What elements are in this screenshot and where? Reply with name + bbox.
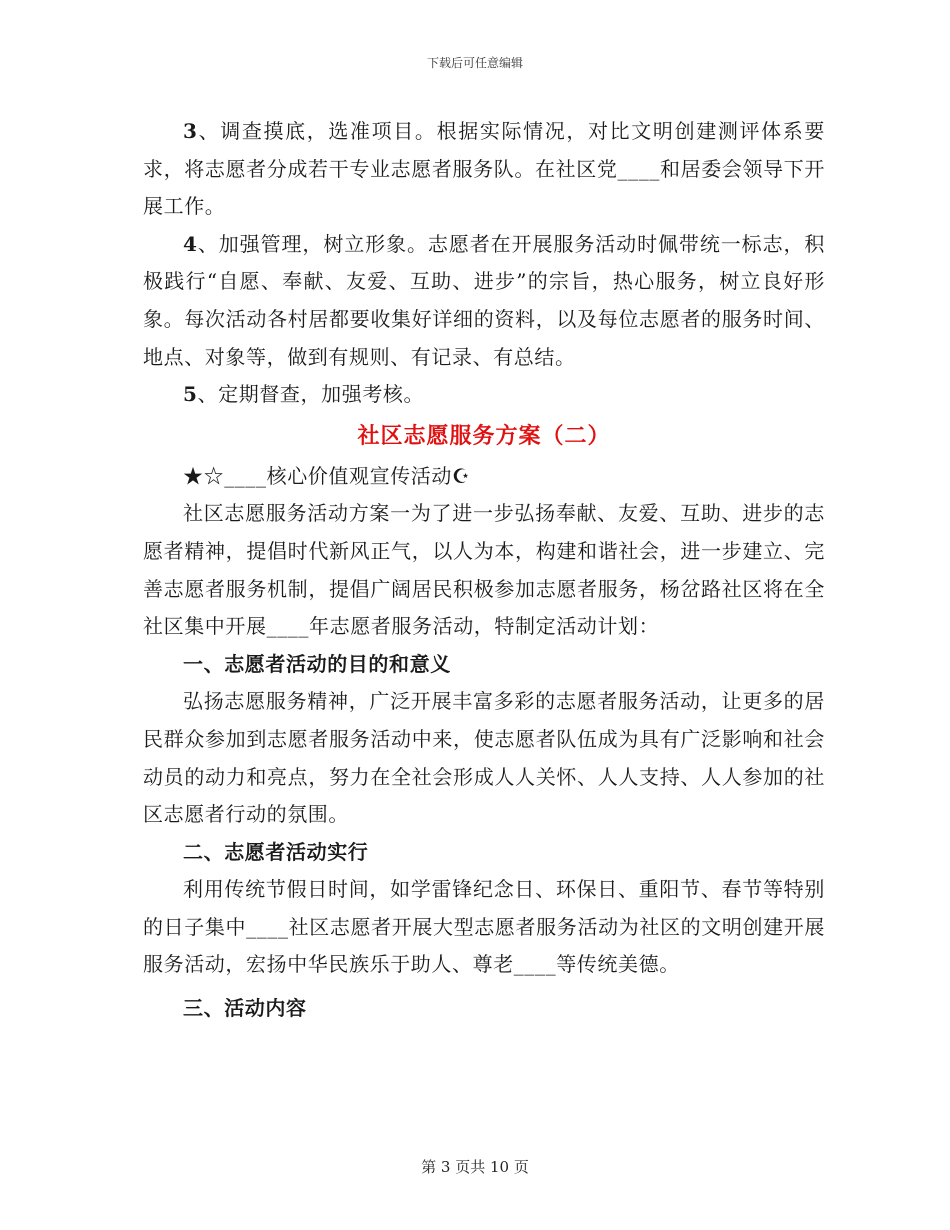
item-text: 、调查摸底，选准项目。根据实际情况，对比文明创建测评体系要求，将志愿者分成若干专业志愿者服务队。在社区党____和居委会领导下开展工作。 bbox=[143, 119, 825, 219]
page-header-note: 下载后可任意编辑 bbox=[426, 56, 523, 70]
paragraph-purpose: 弘扬志愿服务精神，广泛开展丰富多彩的志愿者服务活动，让更多的居民群众参加到志愿者服务活动中来，使志愿者队伍成为具有广泛影响和社会动员的动力和亮点，努力在全社会形成人人关怀、人人支持、人人参加的社区志愿者行动的氛围。 bbox=[143, 689, 825, 827]
item-number: 5 bbox=[183, 382, 198, 407]
item-text: 、定期督查，加强考核。 bbox=[197, 382, 425, 407]
list-item-5 bbox=[143, 376, 825, 414]
list-item-3 bbox=[143, 113, 825, 226]
section-title: 社区志愿服务方案（二） bbox=[357, 422, 611, 449]
heading-purpose: 一、志愿者活动的目的和意义 bbox=[183, 651, 451, 676]
list-item-4 bbox=[143, 226, 825, 376]
item-number: 3 bbox=[183, 119, 198, 143]
heading-content: 三、活动内容 bbox=[183, 996, 307, 1021]
heading-implementation: 二、志愿者活动实行 bbox=[183, 839, 369, 864]
item-text: 、加强管理，树立形象。志愿者在开展服务活动时佩带统一标志，积极践行“自愿、奉献、友爱、互助、进步”的宗旨，热心服务，树立良好形象。每次活动各村居都要收集好详细的资料，以及每位志愿者的服务时间、地点、对象等，做到有规则、有记录、有总结。 bbox=[143, 231, 825, 369]
paragraph-implementation: 利用传统节假日时间，如学雷锋纪念日、环保日、重阳节、春节等特别的日子集中____社区志愿者开展大型志愿者服务活动为社区的文明创建开展服务活动，宏扬中华民族乐于助人、尊老____等传统美德。 bbox=[143, 877, 825, 977]
document-body bbox=[143, 113, 825, 1028]
intro-paragraph: 社区志愿服务活动方案一为了进一步弘扬奉献、友爱、互助、进步的志愿者精神，提倡时代新风正气，以人为本，构建和谐社会，进一步建立、完善志愿者服务机制，提倡广阔居民积极参加志愿者服务，杨岔路社区将在全社区集中开展____年志愿者服务活动，特制定活动计划： bbox=[143, 501, 825, 639]
item-number: 4 bbox=[183, 231, 198, 256]
page-footer-number: 第 3 页共 10 页 bbox=[421, 1158, 529, 1176]
star-line: ★☆____核心价值观宣传活动☪ bbox=[183, 463, 471, 488]
